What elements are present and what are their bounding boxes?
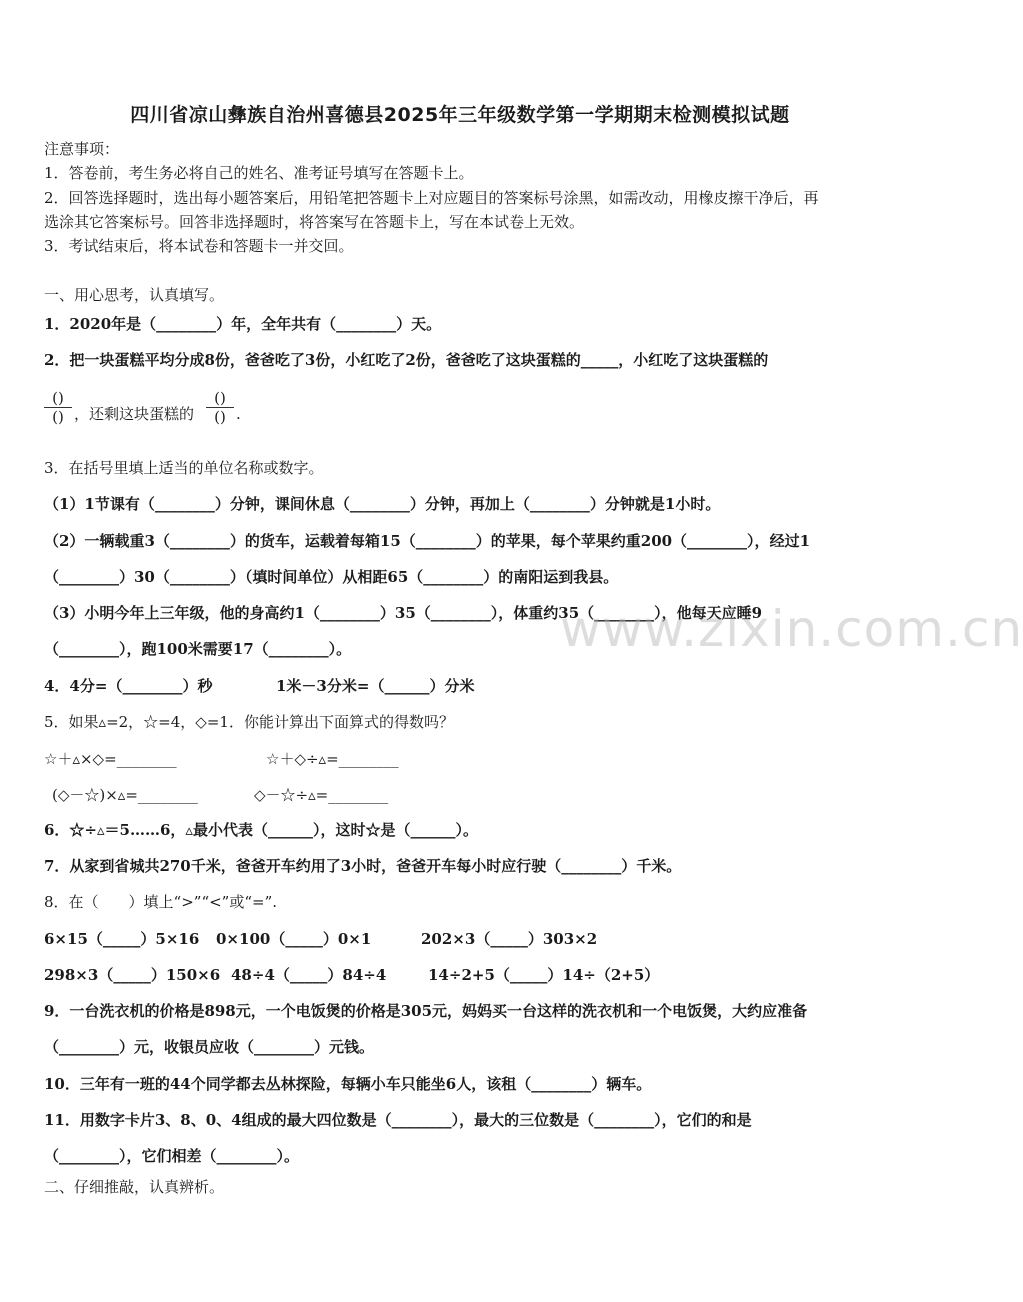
question-2-end: . — [236, 405, 241, 423]
fraction-numerator: () — [214, 389, 226, 407]
question-8-item-6: 14÷2+5（_____）14÷（2+5） — [428, 966, 660, 984]
question-8-item-5: 48÷4（_____）84÷4 — [231, 966, 387, 984]
question-5-expr-3: (◇－☆)×▵=________ — [52, 786, 198, 804]
question-8-item-4: 298×3（_____）150×6 — [44, 966, 221, 984]
question-4-b: 1米－3分米=（______）分米 — [276, 677, 475, 695]
question-5-expr-4: ◇－☆÷▵=________ — [254, 786, 389, 804]
question-5-expr-1: ☆＋▵×◇=________ — [44, 750, 177, 768]
question-1: 1．2020年是（________）年，全年共有（________）天。 — [44, 315, 442, 333]
question-7: 7．从家到省城共270千米，爸爸开车约用了3小时，爸爸开车每小时应行驶（________）千米。 — [44, 857, 682, 875]
notice-item-1: 1．答卷前，考生务必将自己的姓名、准考证号填写在答题卡上。 — [44, 164, 474, 182]
question-3-line-1: （1）1节课有（________）分钟，课间休息（________）分钟，再加上（________）分钟就是1小时。 — [44, 495, 721, 513]
question-6: 6．☆÷▵＝5……6，▵最小代表（______），这时☆是（______）。 — [44, 821, 478, 839]
question-3-line-3: （________）30（________）（填时间单位）从相距65（________）的南阳运到我县。 — [44, 568, 619, 586]
fraction-numerator: () — [52, 389, 64, 407]
question-4-a: 4．4分=（________）秒 — [44, 677, 213, 695]
question-3-line-2: （2）一辆载重3（________）的货车，运载着每箱15（________）的苹果，每个苹果约重200（________），经过1 — [44, 532, 810, 550]
question-10: 10．三年有一班的44个同学都去丛林探险，每辆小车只能坐6人，该租（________）辆车。 — [44, 1075, 652, 1093]
question-3-line-4: （3）小明今年上三年级，他的身高约1（________）35（________），体重约35（________），他每天应睡9 — [44, 604, 763, 622]
question-8-item-1: 6×15（_____）5×16 — [44, 930, 200, 948]
watermark: www.zixin.com.cn — [560, 600, 1023, 658]
notice-heading: 注意事项： — [44, 140, 120, 158]
question-8-item-2: 0×100（_____）0×1 — [216, 930, 372, 948]
page-title: 四川省凉山彝族自治州喜德县2025年三年级数学第一学期期末检测模拟试题 — [130, 104, 790, 126]
question-2-line-1: 2．把一块蛋糕平均分成8份，爸爸吃了3份，小红吃了2份，爸爸吃了这块蛋糕的_____，小红吃了这块蛋糕的 — [44, 351, 769, 369]
section-1-heading: 一、用心思考，认真填写。 — [44, 286, 225, 304]
question-11-line-2: （________），它们相差（________）。 — [44, 1147, 300, 1165]
notice-item-2-cont: 选涂其它答案标号。回答非选择题时，将答案写在答题卡上，写在本试卷上无效。 — [44, 213, 585, 231]
notice-item-3: 3．考试结束后，将本试卷和答题卡一并交回。 — [44, 237, 354, 255]
question-11-line-1: 11．用数字卡片3、8、0、4组成的最大四位数是（________），最大的三位数是（________），它们的和是 — [44, 1111, 752, 1129]
question-8-stem: 8．在（ ）填上“>”“<”或“=”. — [44, 893, 278, 911]
question-3-stem: 3．在括号里填上适当的单位名称或数字。 — [44, 459, 324, 477]
fraction-denominator: () — [52, 408, 64, 426]
question-5-stem: 5．如果▵=2，☆=4，◇=1．你能计算出下面算式的得数吗？ — [44, 713, 454, 731]
notice-item-2: 2．回答选择题时，选出每小题答案后，用铅笔把答题卡上对应题目的答案标号涂黑，如需改动，用橡皮擦干净后，再 — [44, 189, 819, 207]
question-9-line-2: （________）元，收银员应收（________）元钱。 — [44, 1038, 375, 1056]
fraction-blank-2 — [206, 390, 234, 425]
question-9-line-1: 9．一台洗衣机的价格是898元，一个电饭煲的价格是305元，妈妈买一台这样的洗衣机和一个电饭煲，大约应准备 — [44, 1002, 808, 1020]
fraction-blank-1 — [44, 390, 72, 425]
question-5-expr-2: ☆＋◇÷▵=________ — [266, 750, 399, 768]
question-8-item-3: 202×3（_____）303×2 — [421, 930, 598, 948]
fraction-denominator: () — [214, 408, 226, 426]
section-2-heading: 二、仔细推敲，认真辨析。 — [44, 1178, 225, 1196]
question-3-line-5: （________），跑100米需要17（________）。 — [44, 640, 352, 658]
question-2-line-2: ，还剩这块蛋糕的 — [74, 405, 195, 423]
